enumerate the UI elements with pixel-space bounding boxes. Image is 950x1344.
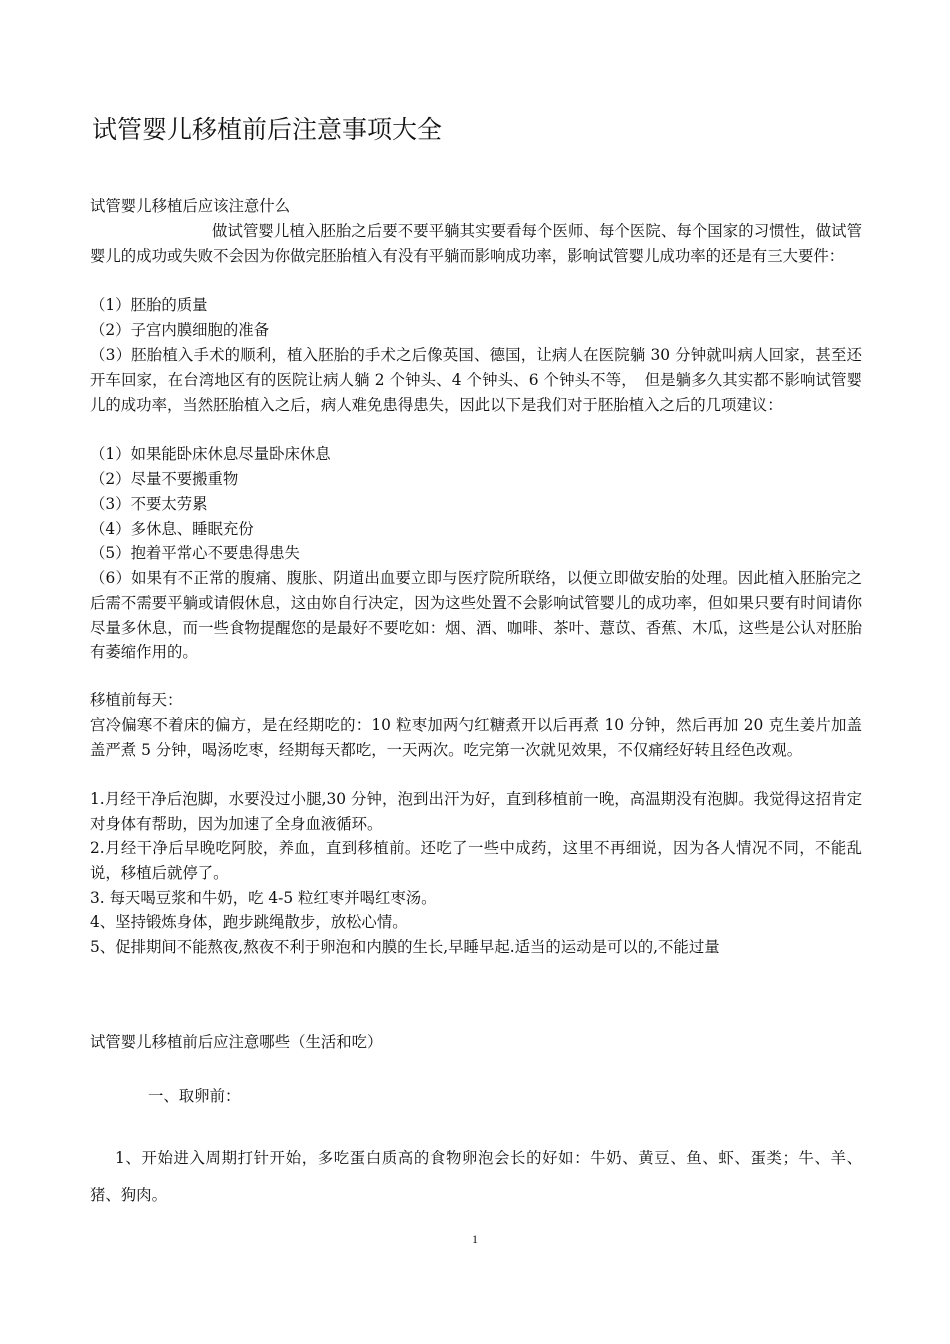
intro-paragraph: 做试管婴儿植入胚胎之后要不要平躺其实要看每个医师、每个医院、每个国家的习惯性，做试管婴儿的成功或失败不会因为你做完胚胎植入有没有平躺而影响成功率，影响试管婴儿成功率的还是有三大要件： [90,222,862,265]
advice-item: （1）如果能卧床休息尽量卧床休息 [90,445,331,463]
pre-transfer-item: 5、促排期间不能熬夜,熬夜不利于卵泡和内膜的生长,早睡早起.适当的运动是可以的,不能过量 [90,938,720,956]
pre-transfer-item: 4、坚持锻炼身体，跑步跳绳散步，放松心情。 [90,913,408,931]
advice-item: （4）多休息、睡眠充份 [90,520,254,538]
advice-item: （3）不要太劳累 [90,495,208,513]
pre-transfer-intro: 宫冷偏寒不着床的偏方，是在经期吃的：10 粒枣加两勺红糖煮开以后再煮 10 分钟，然后再加 20 克生姜片加盖盖严煮 5 分钟，喝汤吃枣，经期每天都吃，一天两次。吃完第一次就见效果，不仅痛经好转且经色改观。 [90,716,862,759]
pre-transfer-heading: 移植前每天： [90,691,183,709]
advice-item: （2）尽量不要搬重物 [90,470,239,488]
factor-item: （1）胚胎的质量 [90,296,208,314]
section-heading: 试管婴儿移植后应该注意什么 [90,197,291,215]
advice-item: （5）抱着平常心不要患得患失 [90,544,300,562]
sub-heading: 一、取卵前： [148,1087,241,1105]
pre-transfer-item: 2.月经干净后早晚吃阿胶，养血，直到移植前。还吃了一些中成药，这里不再细说，因为各人情况不同，不能乱说，移植后就停了。 [90,839,862,882]
section-heading: 试管婴儿移植前后应注意哪些（生活和吃） [90,1033,383,1051]
pre-transfer-item: 3. 每天喝豆浆和牛奶，吃 4-5 粒红枣并喝红枣汤。 [90,889,437,907]
egg-retrieval-item: 1、开始进入周期打针开始，多吃蛋白质高的食物卵泡会长的好如：牛奶、黄豆、鱼、虾、蛋类；牛、羊、猪、狗肉。 [90,1149,862,1204]
pre-transfer-item: 1.月经干净后泡脚，水要没过小腿,30 分钟，泡到出汗为好，直到移植前一晚，高温期没有泡脚。我觉得这招肯定对身体有帮助，因为加速了全身血液循环。 [90,790,862,833]
factor-item: （3）胚胎植入手术的顺利，植入胚胎的手术之后像英国、德国，让病人在医院躺 30 分钟就叫病人回家，甚至还开车回家，在台湾地区有的医院让病人躺 2 个钟头、4 个钟头、6 个钟头不等， 但是躺多久其实都不影响试管婴儿的成功率，当然胚胎植入之后，病人难免患得患失，因此以下是我们对于胚胎植入之后的几项建议： [90,346,862,414]
page-number: 1 [472,1232,478,1246]
factor-item: （2）子宫内膜细胞的准备 [90,321,270,339]
advice-item: （6）如果有不正常的腹痛、腹胀、阴道出血要立即与医疗院所联络，以便立即做安胎的处理。因此植入胚胎完之后需不需要平躺或请假休息，这由妳自行决定，因为这些处置不会影响试管婴儿的成功率，但如果只要有时间请你尽量多休息，而一些食物提醒您的是最好不要吃如：烟、酒、咖啡、茶叶、薏苡、香蕉、木瓜，这些是公认对胚胎有萎缩作用的。 [90,569,862,662]
document-title: 试管婴儿移植前后注意事项大全 [92,115,443,144]
